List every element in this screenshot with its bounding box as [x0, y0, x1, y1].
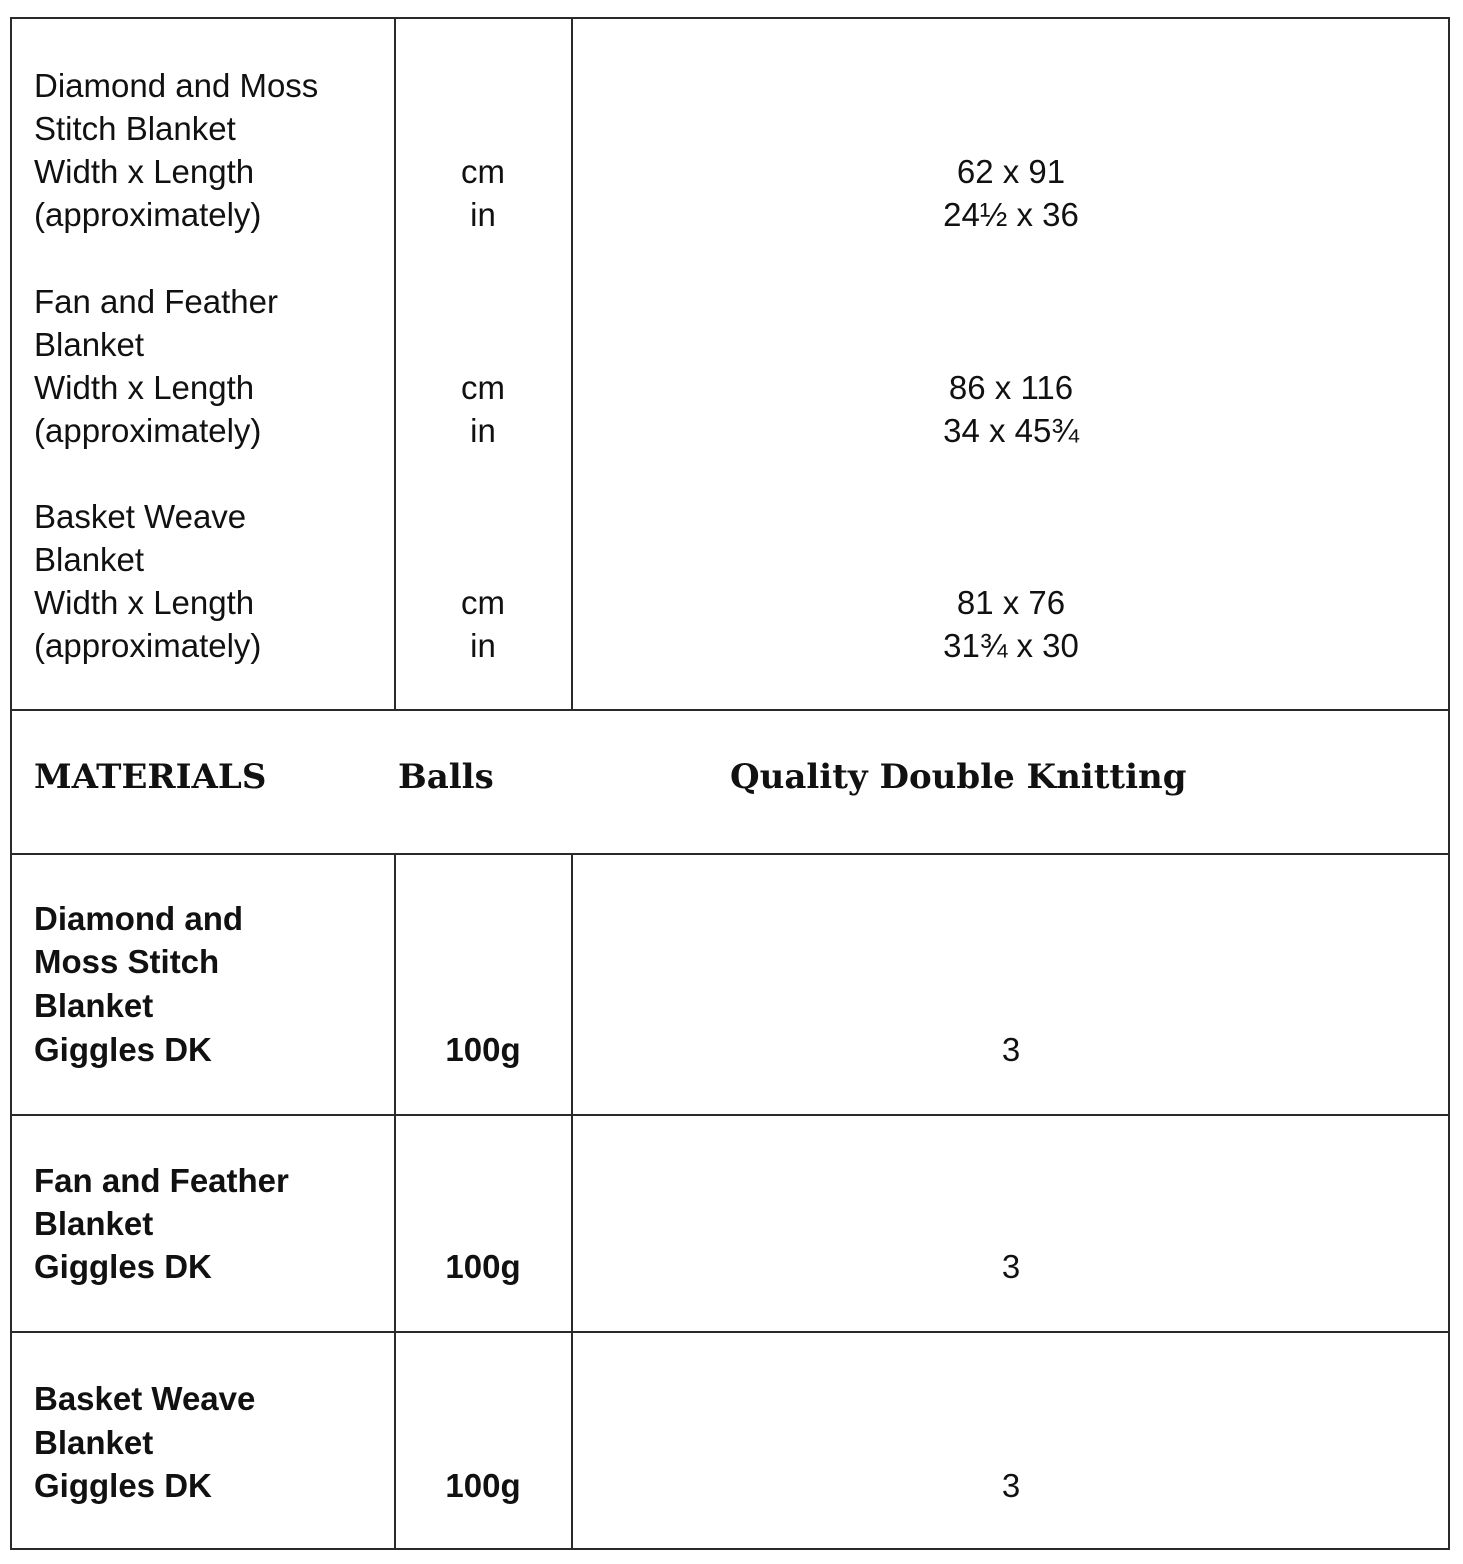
material-quantity: 3 — [1001, 1248, 1021, 1285]
quality-header: Quality Double Knitting — [730, 757, 1187, 797]
size-name-line: Stitch Blanket — [34, 110, 236, 147]
size-name-line: Blanket — [34, 326, 145, 363]
column-divider — [394, 853, 396, 1550]
materials-title: MATERIALS — [34, 757, 267, 797]
material-name-line: Giggles DK — [34, 1248, 212, 1285]
measure-label: Width x Length — [34, 369, 255, 406]
unit-cm: cm — [461, 584, 505, 621]
material-name-line: Basket Weave — [34, 1380, 256, 1417]
pattern-table — [10, 17, 1450, 1550]
unit-cm: cm — [461, 153, 505, 190]
size-value-in: 31¾ x 30 — [943, 627, 1079, 664]
size-value-in: 34 x 45¾ — [943, 412, 1079, 449]
approx-label: (approximately) — [34, 196, 262, 233]
size-value-cm: 81 x 76 — [956, 584, 1066, 621]
material-name-line: Giggles DK — [34, 1031, 212, 1068]
column-divider — [571, 853, 573, 1550]
material-name-line: Fan and Feather — [34, 1162, 289, 1199]
size-value-cm: 62 x 91 — [956, 153, 1066, 190]
approx-label: (approximately) — [34, 627, 262, 664]
size-value-in: 24½ x 36 — [943, 196, 1079, 233]
balls-header: Balls — [398, 757, 494, 797]
material-name-line: Moss Stitch — [34, 943, 220, 980]
material-quantity: 3 — [1001, 1031, 1021, 1068]
approx-label: (approximately) — [34, 412, 262, 449]
size-value-cm: 86 x 116 — [948, 369, 1074, 406]
material-name-line: Blanket — [34, 1205, 154, 1242]
material-name-line: Blanket — [34, 987, 154, 1024]
material-weight: 100g — [445, 1031, 521, 1068]
measure-label: Width x Length — [34, 153, 255, 190]
row-divider — [12, 1331, 1448, 1333]
material-weight: 100g — [445, 1248, 521, 1285]
row-divider — [12, 709, 1448, 711]
material-weight: 100g — [445, 1467, 521, 1504]
material-name-line: Diamond and — [34, 900, 244, 937]
size-name-line: Fan and Feather — [34, 283, 278, 320]
measure-label: Width x Length — [34, 584, 255, 621]
size-name-line: Blanket — [34, 541, 145, 578]
size-name-line: Basket Weave — [34, 498, 247, 535]
material-name-line: Blanket — [34, 1424, 154, 1461]
row-divider — [12, 853, 1448, 855]
row-divider — [12, 1114, 1448, 1116]
material-name-line: Giggles DK — [34, 1467, 212, 1504]
unit-in: in — [470, 627, 496, 664]
size-name-line: Diamond and Moss — [34, 67, 319, 104]
unit-in: in — [470, 412, 496, 449]
unit-in: in — [470, 196, 496, 233]
material-quantity: 3 — [1001, 1467, 1021, 1504]
unit-cm: cm — [461, 369, 505, 406]
